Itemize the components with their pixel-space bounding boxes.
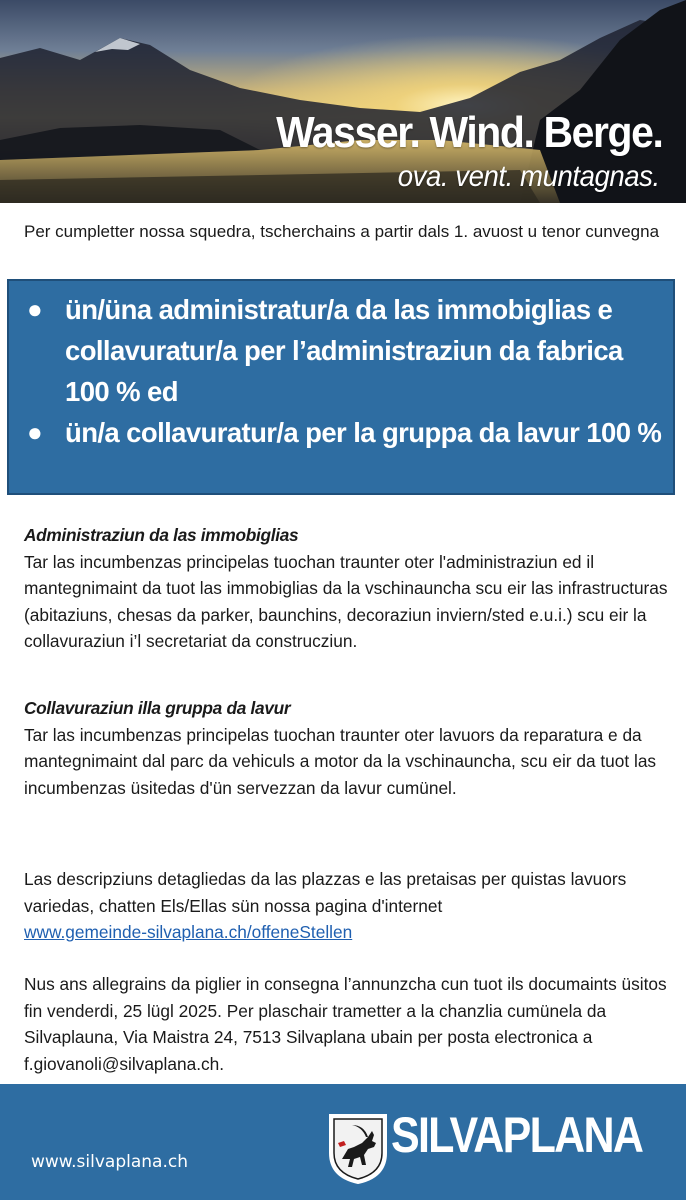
positions-box (7, 279, 675, 495)
job-listings-link[interactable]: www.gemeinde-silvaplana.ch/offeneStellen (24, 922, 353, 942)
section-text: Tar las incumbenzas principelas tuochan traunter oter lavuors da reparatura e da mantegnimaint dal parc da vehiculs a motor da la vschinauncha, scu eir da tuot las incumbenzas üsitedas d'ün servezzan da lavur cumünel. (24, 724, 657, 798)
intro-text: Per cumpletter nossa squedra, tscherchains a partir dals 1. avuost u tenor cunvegna (24, 222, 660, 241)
descriptions-paragraph (24, 866, 670, 946)
section-heading: Collavuraziun illa gruppa da lavur (24, 698, 291, 718)
position-item (9, 412, 673, 453)
hero-subtitle: ova. vent. muntagnas. (398, 160, 660, 193)
hero-banner (0, 0, 686, 203)
position-title: ün/üna administratur/a da las immobiglias e collavuratur/a per l’administraziun da fabrica 100 % ed (65, 294, 623, 407)
silvaplana-wordmark: SILVAPLANA (391, 1107, 643, 1163)
position-title: ün/a collavuratur/a per la gruppa da lavur 100 % (65, 417, 662, 448)
position-item (9, 289, 673, 412)
section-text: Tar las incumbenzas principelas tuochan traunter oter l'administraziun ed il mantegnimaint da tuot las immobiglias da la vschinauncha scu eir las infrastructuras (abitaziuns, chesas da parker, baunchins, decoraziun inviern/sted e.u.i.) scu eir la collavuraziun i’l secretariat da construcziun. (24, 551, 668, 651)
hero-title: Wasser. Wind. Berge. (275, 108, 662, 157)
coat-of-arms-icon (328, 1113, 388, 1185)
section-property-management (24, 522, 670, 655)
section-work-group (24, 695, 670, 801)
positions-list (9, 281, 673, 453)
section-heading: Administraziun da las immobiglias (24, 525, 299, 545)
bullet-icon: ● (27, 294, 43, 324)
application-paragraph: Nus ans allegrains da piglier in consegna l’annunzcha cun tuot ils documaints üsitos fin venderdi, 25 lügl 2025. Per plaschair trametter a la chanzlia cumünela da Silvaplauna, Via Maistra 24, 7513 Silvaplana ubain per posta electronica a f.giovanoli@silvaplana.ch. (24, 974, 667, 1074)
descriptions-text: Las descripziuns detagliedas da las plazzas e las pretaisas per quistas lavuors variedas, chatten Els/Ellas sün nossa pagina d'internet (24, 869, 627, 916)
bullet-icon: ● (27, 417, 43, 447)
footer-bar (0, 1084, 686, 1200)
footer-website[interactable]: www.silvaplana.ch (31, 1152, 188, 1172)
